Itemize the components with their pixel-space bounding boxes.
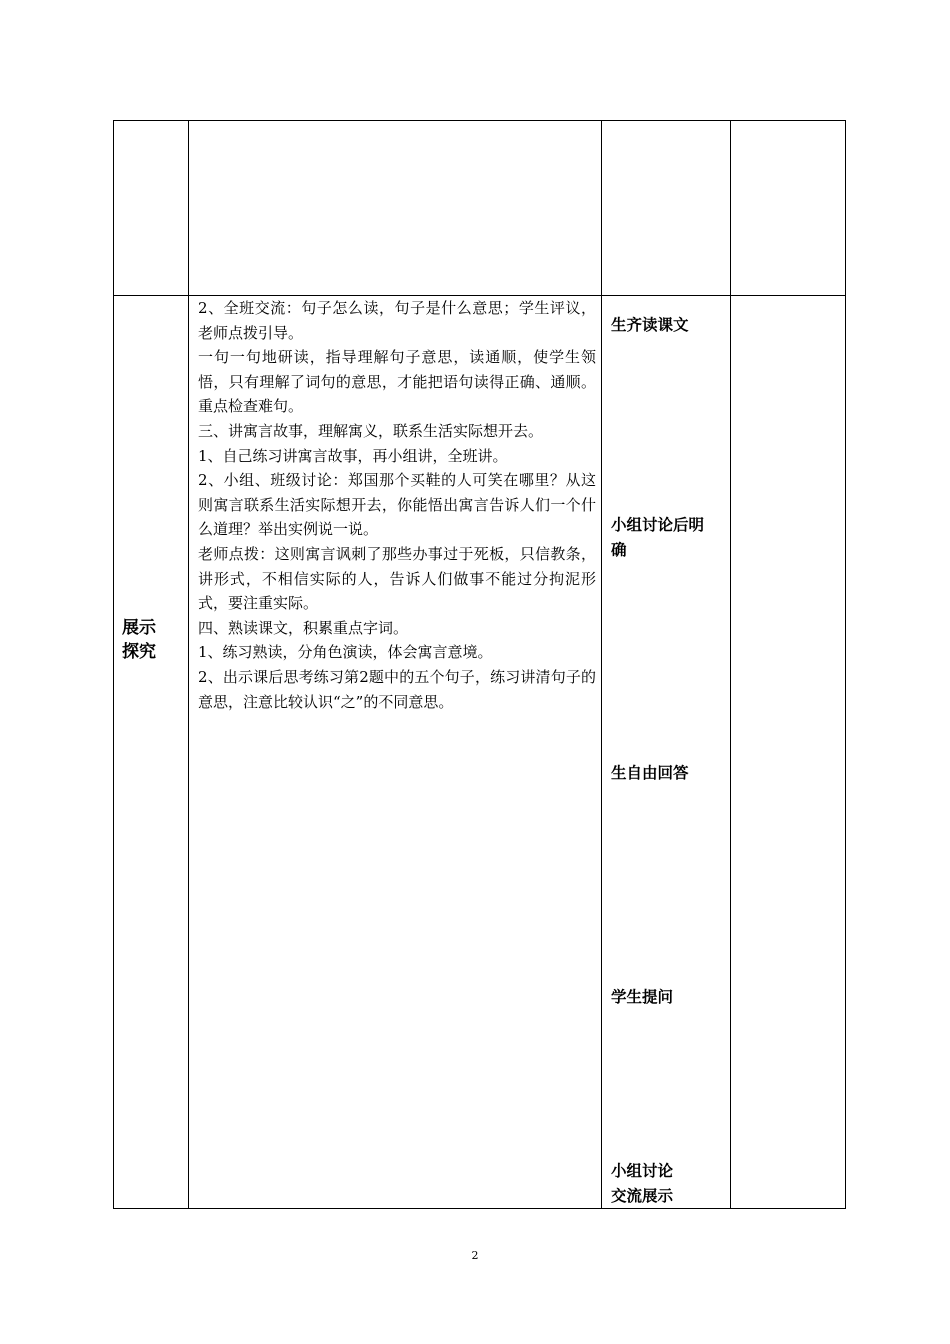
content-paragraph: 三、讲寓言故事，理解寓义，联系生活实际想开去。 xyxy=(198,421,544,440)
student-note-line: 小组讨论后明 xyxy=(611,516,705,534)
teaching-content xyxy=(198,296,596,714)
content-paragraph: 2、小组、班级讨论：郑国那个买鞋的人可笑在哪里？从这则寓言联系生活实际想开去，你能悟出寓言告诉人们一个什么道理？举出实例说一说。 xyxy=(198,471,596,539)
section-label-line: 探究 xyxy=(122,642,156,662)
section-label xyxy=(122,616,182,664)
student-note-line: 交流展示 xyxy=(611,1187,674,1205)
content-paragraph: 老师点拨：这则寓言讽刺了那些办事过于死板，只信教条，讲形式，不相信实际的人，告诉人们做事不能过分拘泥形式，要注重实际。 xyxy=(198,544,596,613)
content-paragraph: 2、全班交流：句子怎么读，句子是什么意思；学生评议，老师点拨引导。 xyxy=(198,299,596,342)
column-divider xyxy=(730,120,731,1209)
student-note-group-discussion xyxy=(611,513,723,563)
student-note-free-answer: 生自由回答 xyxy=(611,764,689,782)
student-note-line: 确 xyxy=(611,541,627,559)
section-label-line: 展示 xyxy=(122,618,156,638)
student-note-read-aloud: 生齐读课文 xyxy=(611,316,689,334)
student-note-question: 学生提问 xyxy=(611,988,674,1006)
column-divider xyxy=(601,120,602,1209)
content-paragraph: 2、出示课后思考练习第2题中的五个句子，练习讲清句子的意思，注意比较认识“之”的不同意思。 xyxy=(198,667,596,711)
page-number: 2 xyxy=(471,1249,479,1262)
content-paragraph: 四、熟读课文，积累重点字词。 xyxy=(198,618,409,637)
column-divider xyxy=(188,120,189,1209)
content-paragraph: 一句一句地研读，指导理解句子意思，读通顺，使学生领悟，只有理解了词句的意思，才能把语句读得正确、通顺。重点检查难句。 xyxy=(198,348,596,416)
content-paragraph: 1、练习熟读，分角色演读，体会寓言意境。 xyxy=(198,643,493,662)
student-note-group-share xyxy=(611,1159,723,1209)
content-paragraph: 1、自己练习讲寓言故事，再小组讲，全班讲。 xyxy=(198,446,508,465)
student-note-line: 小组讨论 xyxy=(611,1162,674,1180)
